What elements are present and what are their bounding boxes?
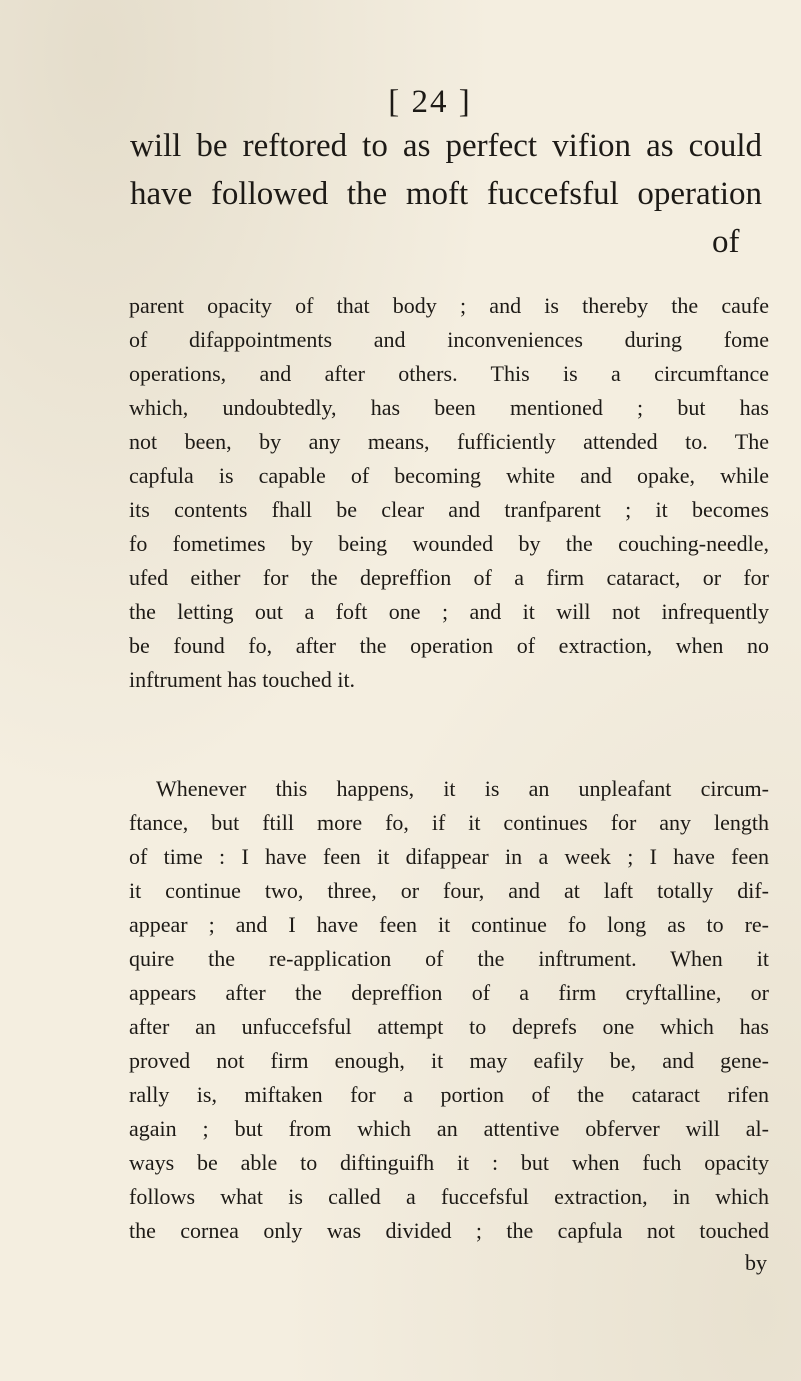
- text-line: the cornea only was divided ; the capfula not touched: [129, 1218, 769, 1243]
- text-line: capfula is capable of becoming white and opake, while: [129, 463, 769, 488]
- text-line: of difappointments and inconveniences during fome: [129, 327, 769, 352]
- text-line: it continue two, three, or four, and at laft totally dif-: [129, 878, 769, 903]
- text-line: ways be able to diftinguifh it : but when fuch opacity: [129, 1150, 769, 1175]
- paragraph: [129, 289, 769, 697]
- top-text-block: [130, 122, 762, 218]
- text-line: ufed either for the depreffion of a firm cataract, or for: [129, 565, 769, 590]
- text-line: quire the re-application of the inftrument. When it: [129, 946, 769, 971]
- paragraph: [129, 772, 769, 1248]
- text-line: parent opacity of that body ; and is thereby the caufe: [129, 293, 769, 318]
- text-line: not been, by any means, fufficiently attended to. The: [129, 429, 769, 454]
- text-line: the letting out a foft one ; and it will not infrequently: [129, 599, 769, 624]
- text-line: appear ; and I have feen it continue fo long as to re-: [129, 912, 769, 937]
- text-line: proved not firm enough, it may eafily be, and gene-: [129, 1048, 769, 1073]
- text-line: fo fometimes by being wounded by the couching-needle,: [129, 531, 769, 556]
- page-number: [ 24 ]: [388, 84, 472, 120]
- text-line: which, undoubtedly, has been mentioned ; but has: [129, 395, 769, 420]
- text-line: after an unfuccefsful attempt to deprefs one which has: [129, 1014, 769, 1039]
- text-line: ftance, but ftill more fo, if it continues for any length: [129, 810, 769, 835]
- text-line: Whenever this happens, it is an unpleafant circum-: [156, 776, 769, 801]
- text-line: follows what is called a fuccefsful extraction, in which: [129, 1184, 769, 1209]
- text-line: will be reftored to as perfect vifion as could: [130, 128, 762, 164]
- text-line: operations, and after others. This is a circumftance: [129, 361, 769, 386]
- text-line: appears after the depreffion of a firm cryftalline, or: [129, 980, 769, 1005]
- text-line: have followed the moft fuccefsful operation: [130, 176, 762, 212]
- text-line: of time : I have feen it difappear in a week ; I have feen: [129, 844, 769, 869]
- text-line: again ; but from which an attentive obferver will al-: [129, 1116, 769, 1141]
- text-line: be found fo, after the operation of extraction, when no: [129, 633, 769, 658]
- catchword: of: [712, 224, 740, 260]
- text-line: rally is, miftaken for a portion of the cataract rifen: [129, 1082, 769, 1107]
- catchword: by: [745, 1250, 767, 1275]
- text-line: its contents fhall be clear and tranfparent ; it becomes: [129, 497, 769, 522]
- text-line: inftrument has touched it.: [129, 667, 356, 692]
